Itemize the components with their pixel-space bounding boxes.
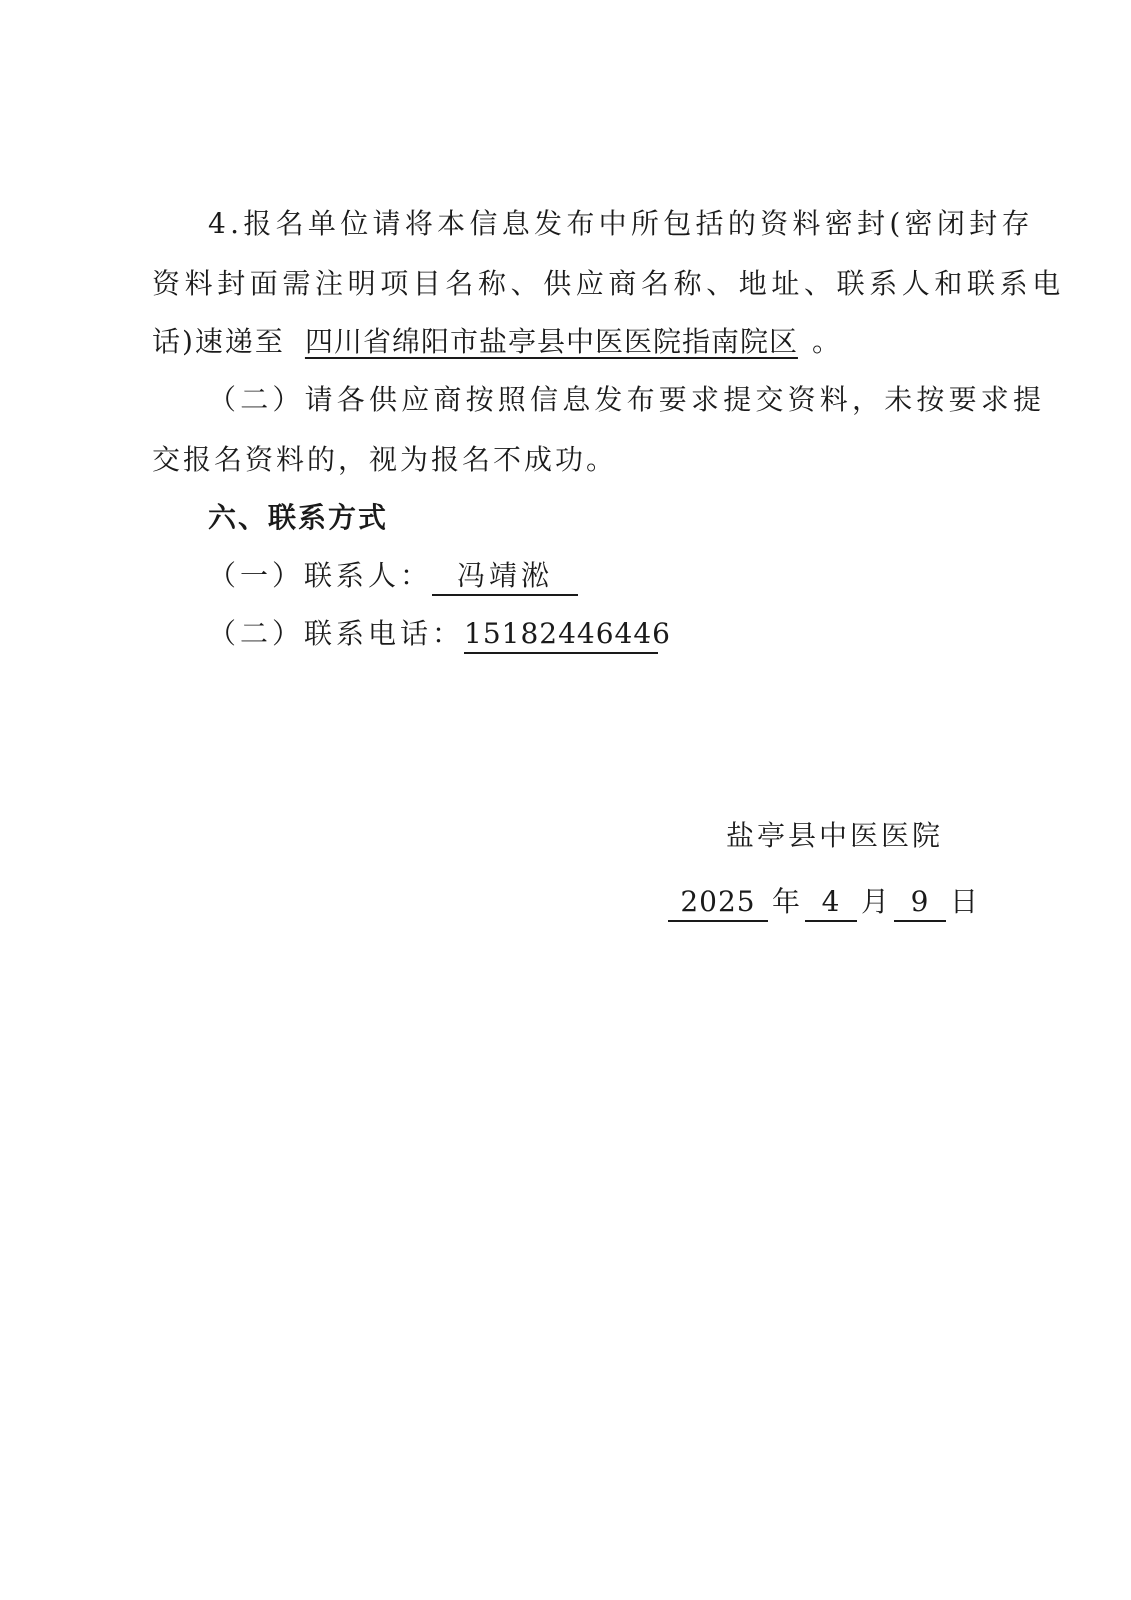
item4-line3: [152, 322, 982, 362]
signature-organization-text: 盐亭县中医医院: [726, 819, 944, 852]
item4-line3-prefix: 话)速递至: [152, 325, 285, 358]
date-month-unit: 月: [861, 885, 891, 918]
contact-person-label: （一）联系人：: [208, 559, 433, 592]
contact-phone-number: 15182446446: [464, 616, 658, 654]
signature-organization: [726, 816, 943, 856]
contact-phone-label: （二）联系电话：: [208, 617, 465, 650]
item4-line2: [152, 264, 1065, 304]
signature-date: [668, 882, 983, 922]
date-month: 4: [805, 884, 857, 922]
item-two-line2: [152, 440, 982, 480]
item-two-line1: [208, 380, 1046, 420]
date-year: 2025: [668, 884, 768, 922]
item-two-line1-text: （二）请各供应商按照信息发布要求提交资料，未按要求提: [208, 383, 1046, 416]
section6-heading: [208, 498, 1038, 538]
section6-heading-text: 六、联系方式: [208, 501, 389, 534]
delivery-address: 四川省绵阳市盐亭县中医医院指南院区: [304, 325, 798, 358]
date-year-unit: 年: [772, 885, 802, 918]
contact-person-name: 冯靖淞: [432, 558, 578, 596]
item4-line1-text: 4.报名单位请将本信息发布中所包括的资料密封(密闭封存: [208, 207, 1034, 240]
contact-phone-row: [208, 614, 1038, 654]
item-two-line2-text: 交报名资料的，视为报名不成功。: [152, 443, 618, 476]
item4-line1: [208, 204, 1034, 244]
date-day: 9: [894, 884, 946, 922]
date-day-unit: 日: [950, 885, 980, 918]
contact-person-row: [208, 556, 1038, 596]
item4-line2-text: 资料封面需注明项目名称、供应商名称、地址、联系人和联系电: [152, 267, 1065, 300]
item4-line3-suffix: 。: [811, 325, 842, 358]
